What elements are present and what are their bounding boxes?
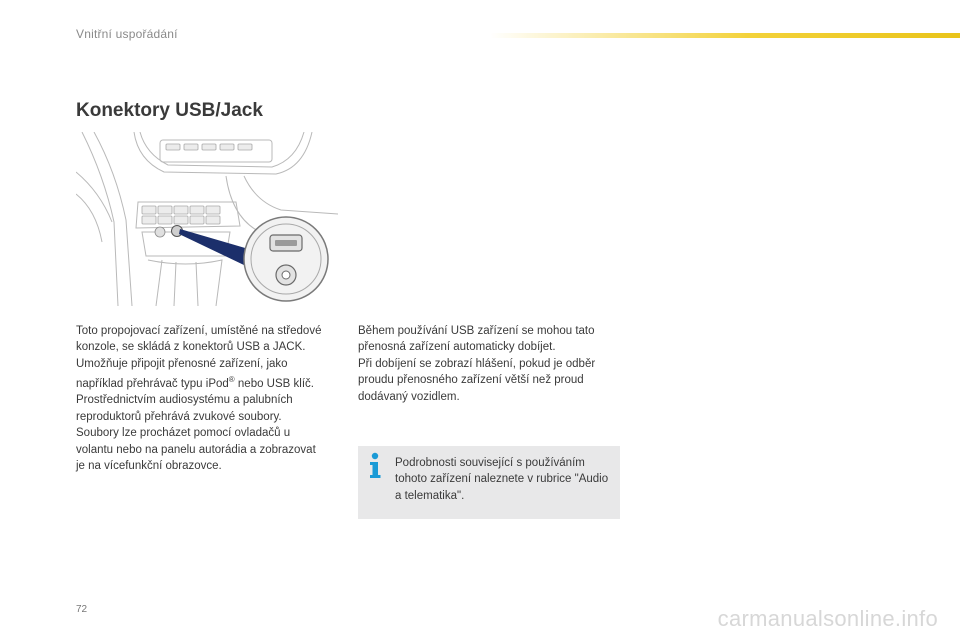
paragraph-description: Toto propojovací zařízení, umístěné na středové konzole, se skládá z konektorů USB a JACK. bbox=[76, 325, 322, 354]
right-column-text bbox=[358, 323, 620, 405]
paragraph-connect-text: Umožňuje připojit přenosné zařízení, jako například přehrávač typu iPod bbox=[76, 357, 288, 391]
left-column-text bbox=[76, 323, 326, 474]
page-title: Konektory USB/Jack bbox=[76, 100, 263, 121]
info-box-text: Podrobnosti související s používáním tohoto zařízení naleznete v rubrice "Audio a telematika". bbox=[395, 457, 609, 502]
watermark: carmanualsonline.info bbox=[717, 606, 938, 631]
paragraph-browse: Soubory lze procházet pomocí ovladačů u volantu nebo na panelu autorádia a zobrazovat je na vícefunkční obrazovce. bbox=[76, 427, 316, 473]
paragraph-connect-end: nebo USB klíč. bbox=[237, 378, 314, 391]
info-icon bbox=[367, 451, 383, 479]
paragraph-charging-warning: Při dobíjení se zobrazí hlášení, pokud je odběr proudu přenosného zařízení větší než proud dodávaný vozidlem. bbox=[358, 357, 596, 403]
usb-jack-illustration bbox=[76, 132, 338, 306]
section-header: Vnitřní uspořádání bbox=[76, 27, 178, 41]
registered-mark: ® bbox=[228, 375, 235, 385]
paragraph-connect bbox=[76, 356, 326, 393]
header-accent-bar bbox=[490, 33, 960, 38]
page-number: 72 bbox=[76, 604, 88, 615]
paragraph-audio: Prostřednictvím audiosystému a palubních reproduktorů přehrává zvukové soubory. bbox=[76, 394, 293, 423]
paragraph-charging: Během používání USB zařízení se mohou tato přenosná zařízení automaticky dobíjet. bbox=[358, 325, 595, 354]
